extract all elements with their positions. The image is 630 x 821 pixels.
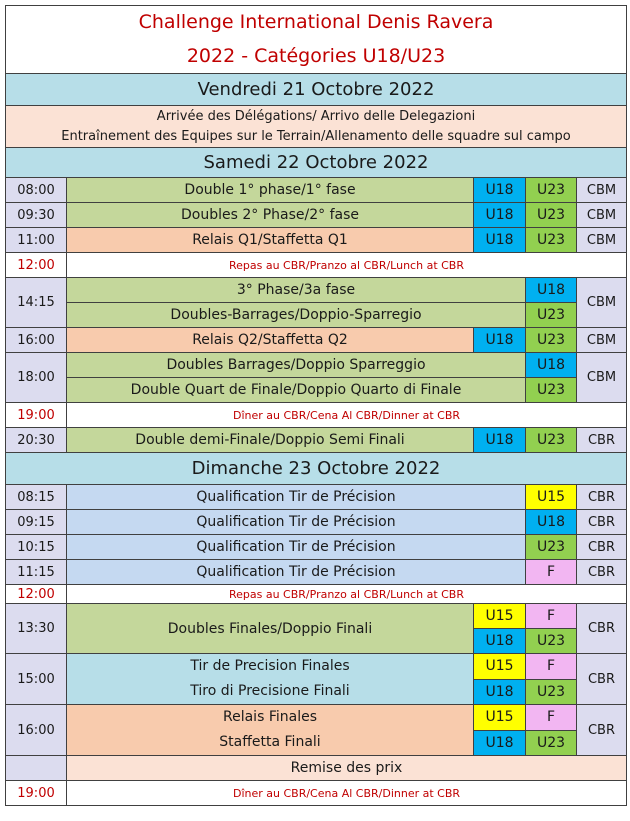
category-badge: U23 <box>526 378 577 403</box>
category-badge: U15 <box>474 604 526 629</box>
event-cell: Relais Q1/Staffetta Q1 <box>67 228 474 253</box>
venue-cell: CBR <box>577 705 627 756</box>
schedule-row <box>6 510 627 535</box>
venue-cell: CBR <box>577 604 627 654</box>
category-badge: U23 <box>526 178 577 203</box>
category-badge: U23 <box>526 679 577 705</box>
schedule-row <box>6 278 627 303</box>
time-cell: 16:00 <box>6 705 67 756</box>
event-cell: Double 1° phase/1° fase <box>67 178 474 203</box>
schedule-row <box>6 535 627 560</box>
time-cell: 15:00 <box>6 654 67 705</box>
awards-cell: Remise des prix <box>67 756 627 781</box>
friday-info <box>6 106 627 148</box>
category-badge: U18 <box>474 328 526 353</box>
venue-cell: CBR <box>577 654 627 705</box>
event-cell: Relais Q2/Staffetta Q2 <box>67 328 474 353</box>
schedule-row <box>6 328 627 353</box>
category-badge: U23 <box>526 228 577 253</box>
time-cell <box>6 756 67 781</box>
venue-cell: CBR <box>577 560 627 585</box>
category-badge: U18 <box>474 178 526 203</box>
time-cell: 08:15 <box>6 485 67 510</box>
time-cell: 13:30 <box>6 604 67 654</box>
friday-training-text: Entraînement des Equipes sur le Terrain/Allenamento delle squadre sul campo <box>61 128 571 144</box>
time-cell: 20:30 <box>6 428 67 453</box>
schedule-row <box>6 428 627 453</box>
schedule-row <box>6 203 627 228</box>
schedule-row <box>6 378 627 403</box>
meal-cell: Repas au CBR/Pranzo al CBR/Lunch at CBR <box>67 253 627 278</box>
schedule-row <box>6 353 627 378</box>
time-cell: 19:00 <box>6 781 67 806</box>
event-cell: Double demi-Finale/Doppio Semi Finali <box>67 428 474 453</box>
schedule-row <box>6 654 627 680</box>
schedule-row <box>6 228 627 253</box>
category-badge: U23 <box>526 328 577 353</box>
category-badge: F <box>526 604 577 629</box>
event-cell: Doubles-Barrages/Doppio-Sparregio <box>67 303 526 328</box>
page-subtitle: 2022 - Catégories U18/U23 <box>6 40 627 74</box>
day-header-saturday: Samedi 22 Octobre 2022 <box>6 148 627 178</box>
venue-cell: CBM <box>577 278 627 328</box>
event-cell: Qualification Tir de Précision <box>67 535 526 560</box>
meal-row <box>6 253 627 278</box>
time-cell: 12:00 <box>6 253 67 278</box>
event-cell <box>67 705 474 756</box>
venue-cell: CBR <box>577 535 627 560</box>
event-cell: Doubles Finales/Doppio Finali <box>67 604 474 654</box>
time-cell: 19:00 <box>6 403 67 428</box>
meal-row <box>6 781 627 806</box>
schedule-row <box>6 604 627 629</box>
schedule-row <box>6 178 627 203</box>
event-cell: Qualification Tir de Précision <box>67 560 526 585</box>
category-badge: U18 <box>526 278 577 303</box>
venue-cell: CBR <box>577 510 627 535</box>
event-cell: Qualification Tir de Précision <box>67 510 526 535</box>
event-line-fr: Tir de Precision Finales <box>190 658 350 674</box>
meal-row <box>6 585 627 604</box>
venue-cell: CBM <box>577 228 627 253</box>
meal-row <box>6 403 627 428</box>
category-badge: U23 <box>526 303 577 328</box>
event-cell: Doubles 2° Phase/2° fase <box>67 203 474 228</box>
time-cell: 18:00 <box>6 353 67 403</box>
time-cell: 11:15 <box>6 560 67 585</box>
venue-cell: CBM <box>577 328 627 353</box>
schedule-row <box>6 303 627 328</box>
event-cell: 3° Phase/3a fase <box>67 278 526 303</box>
category-badge: U23 <box>526 629 577 654</box>
category-badge: U23 <box>526 535 577 560</box>
day-header-friday: Vendredi 21 Octobre 2022 <box>6 74 627 106</box>
time-cell: 08:00 <box>6 178 67 203</box>
venue-cell: CBM <box>577 178 627 203</box>
event-line-it: Staffetta Finali <box>219 734 321 750</box>
category-badge: U18 <box>474 228 526 253</box>
category-badge: U18 <box>526 510 577 535</box>
schedule-row <box>6 485 627 510</box>
venue-cell: CBR <box>577 428 627 453</box>
category-badge: F <box>526 560 577 585</box>
category-badge: U15 <box>474 705 526 731</box>
category-badge: U18 <box>474 629 526 654</box>
friday-arrival-text: Arrivée des Délégations/ Arrivo delle Delegazioni <box>156 108 476 124</box>
time-cell: 09:30 <box>6 203 67 228</box>
event-cell: Qualification Tir de Précision <box>67 485 526 510</box>
schedule-row <box>6 705 627 731</box>
time-cell: 10:15 <box>6 535 67 560</box>
page-title: Challenge International Denis Ravera <box>6 6 627 40</box>
time-cell: 09:15 <box>6 510 67 535</box>
category-badge: U18 <box>474 730 526 756</box>
category-badge: U18 <box>474 203 526 228</box>
category-badge: U18 <box>526 353 577 378</box>
meal-cell: Dîner au CBR/Cena Al CBR/Dinner at CBR <box>67 781 627 806</box>
category-badge: F <box>526 654 577 680</box>
category-badge: U23 <box>526 428 577 453</box>
venue-cell: CBR <box>577 485 627 510</box>
time-cell: 11:00 <box>6 228 67 253</box>
time-cell: 12:00 <box>6 585 67 604</box>
category-badge: U15 <box>526 485 577 510</box>
meal-cell: Dîner au CBR/Cena Al CBR/Dinner at CBR <box>67 403 627 428</box>
event-line-it: Tiro di Precisione Finali <box>190 683 350 699</box>
category-badge: U23 <box>526 203 577 228</box>
time-cell: 14:15 <box>6 278 67 328</box>
awards-row <box>6 756 627 781</box>
category-badge: U23 <box>526 730 577 756</box>
schedule-table <box>5 5 627 806</box>
category-badge: U15 <box>474 654 526 680</box>
category-badge: U18 <box>474 428 526 453</box>
venue-cell: CBM <box>577 203 627 228</box>
category-badge: U18 <box>474 679 526 705</box>
event-cell: Doubles Barrages/Doppio Sparreggio <box>67 353 526 378</box>
venue-cell: CBM <box>577 353 627 403</box>
time-cell: 16:00 <box>6 328 67 353</box>
schedule-row <box>6 560 627 585</box>
event-cell <box>67 654 474 705</box>
category-badge: F <box>526 705 577 731</box>
event-line-fr: Relais Finales <box>223 709 317 725</box>
event-cell: Double Quart de Finale/Doppio Quarto di Finale <box>67 378 526 403</box>
day-header-sunday: Dimanche 23 Octobre 2022 <box>6 453 627 485</box>
meal-cell: Repas au CBR/Pranzo al CBR/Lunch at CBR <box>67 585 627 604</box>
